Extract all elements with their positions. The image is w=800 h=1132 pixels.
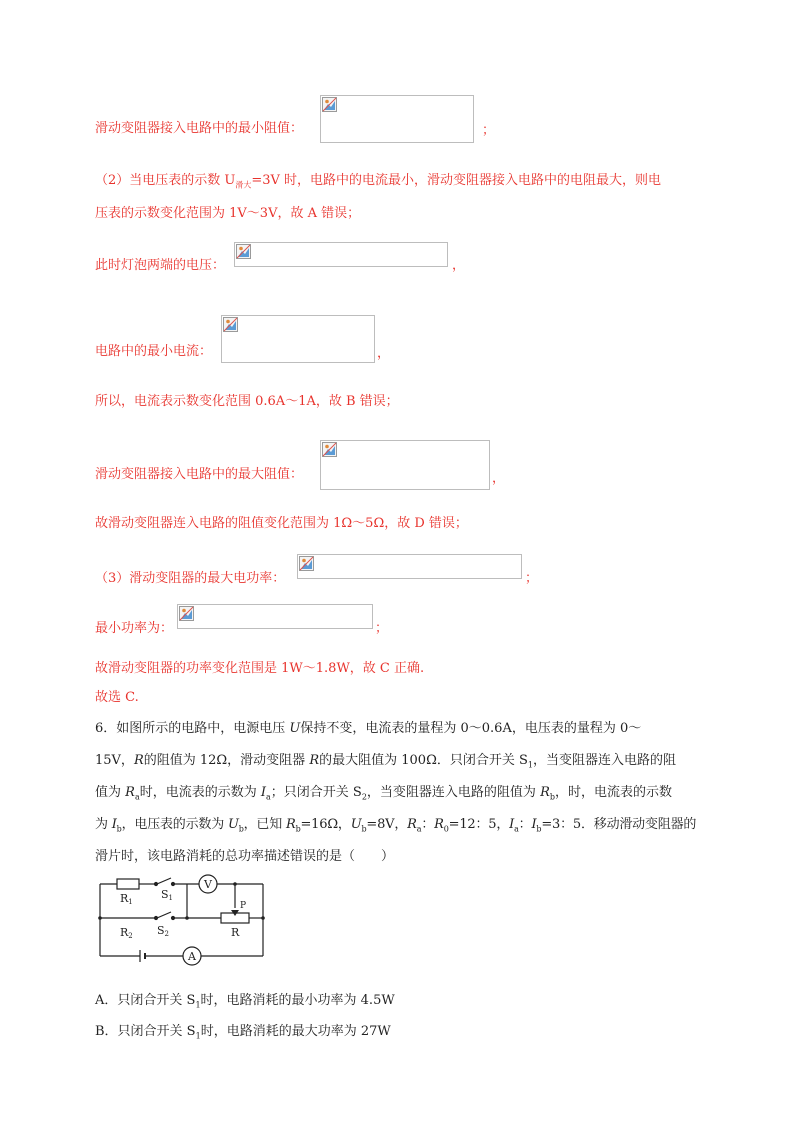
q6-line4: 为 $I_b$，电压表的示数为 $U_b$，已知 $R_b=16\Omega$，$U_b=8V$，$R_a$：$R_0=12$：5，$I_a$：$I_b=3$：5．移动滑动变阻器的 — [95, 817, 697, 834]
min-power-label: 最小功率为： — [95, 621, 174, 636]
label-ammeter: A — [188, 950, 196, 963]
q6-line5: 滑片时，该电路消耗的总功率描述错误的是（ ） — [95, 849, 395, 864]
resistor-r1 — [117, 879, 139, 889]
q6-line2: 15V，R的阻值为 12Ω，滑动变阻器 R的最大阻值为 100Ω．只闭合开关 $S_1$，当变阻器连入电路的阻 — [95, 753, 676, 770]
q6-line3: 值为 $R_a$时，电流表的示数为 $I_a$；只闭合开关 $S_2$，当变阻器连入电路的阻值为 $R_b$，时，电流表的示数 — [95, 785, 672, 802]
part3-tail: ； — [525, 571, 539, 586]
switch-s1 — [157, 878, 171, 884]
min-resistance-tail: ； — [482, 123, 496, 138]
option-b: B．只闭合开关 $S_1$时，电路消耗的最大功率为 27W — [95, 1024, 391, 1041]
power-range-text: 故滑动变阻器的功率变化范围是 1W～1.8W，故 C 正确. — [95, 661, 425, 676]
max-resistance-label: 滑动变阻器接入电路中的最大阻值： — [95, 467, 304, 482]
ammeter-range-text: 所以，电流表示数变化范围 0.6A～1A，故 B 错误； — [95, 394, 399, 409]
broken-image-icon — [322, 97, 337, 112]
lamp-voltage-label: 此时灯泡两端的电压： — [95, 258, 226, 273]
label-s2: S2 — [157, 924, 170, 938]
min-current-tail: ， — [377, 346, 391, 361]
label-voltmeter: V — [204, 878, 212, 891]
formula-image-placeholder — [234, 242, 448, 267]
formula-image-placeholder — [297, 554, 522, 579]
part3-label: （3）滑动变阻器的最大电功率： — [95, 571, 286, 586]
resistance-range-text: 故滑动变阻器连入电路的阻值变化范围为 1Ω～5Ω，故 D 错误； — [95, 516, 468, 531]
min-power-tail: ； — [375, 621, 389, 636]
broken-image-icon — [236, 244, 251, 259]
formula-image-placeholder — [177, 604, 373, 629]
min-resistance-label: 滑动变阻器接入电路中的最小阻值： — [95, 121, 304, 136]
formula-image-placeholder — [221, 315, 375, 363]
broken-image-icon — [299, 556, 314, 571]
label-r1: R1 — [120, 892, 133, 906]
lamp-voltage-tail: ， — [452, 258, 466, 273]
q6-line1: 6．如图所示的电路中，电源电压 U保持不变，电流表的量程为 0～0.6A，电压表的量程为 0～ — [95, 721, 642, 736]
broken-image-icon — [223, 317, 238, 332]
answer-choice: 故选 C. — [95, 690, 139, 705]
formula-image-placeholder — [320, 440, 490, 490]
label-r2: R2 — [120, 926, 133, 940]
part2-line2: 压表的示数变化范围为 1V～3V，故 A 错误； — [95, 206, 361, 221]
switch-s2 — [157, 912, 171, 918]
formula-image-placeholder — [320, 95, 474, 143]
broken-image-icon — [322, 442, 337, 457]
label-s1: S1 — [161, 888, 174, 902]
label-rheostat: R — [231, 926, 240, 939]
max-resistance-tail: ， — [492, 471, 506, 486]
label-slider: P — [240, 901, 247, 911]
option-a: A．只闭合开关 $S_1$时，电路消耗的最小功率为 4.5W — [95, 993, 395, 1010]
circuit-diagram — [95, 872, 270, 972]
part2-line1: （2）当电压表的示数 $U_{滑大}=3V$ 时，电路中的电流最小，滑动变阻器接入电路中的电阻最大，则电 — [95, 173, 662, 190]
min-current-label: 电路中的最小电流： — [95, 344, 213, 359]
broken-image-icon — [179, 606, 194, 621]
